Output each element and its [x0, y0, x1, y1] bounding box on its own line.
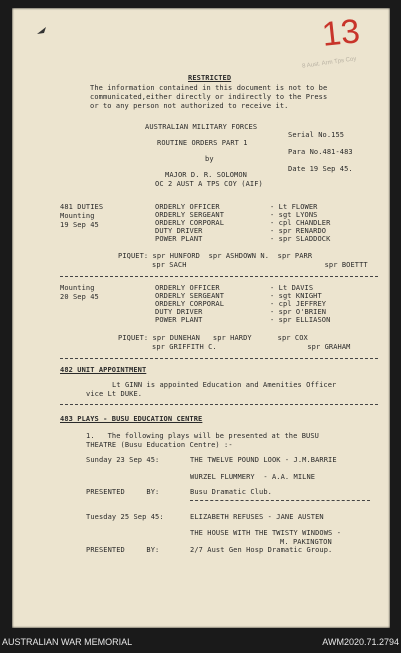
show2-presenter: 2/7 Aust Gen Hosp Dramatic Group. [190, 546, 333, 554]
duty-assignee: - cpl JEFFREY [270, 300, 327, 308]
duties2-mounting: Mounting [60, 284, 95, 292]
duty-assignee: - spr ELLIASON [270, 316, 331, 324]
duty-assignee: - sgt KNIGHT [270, 292, 322, 300]
duty-assignee: - Lt FLOWER [270, 203, 318, 211]
appointment-heading: 482 UNIT APPOINTMENT [60, 366, 147, 374]
duty-role: POWER PLANT [155, 316, 203, 324]
footer-source: AUSTRALIAN WAR MEMORIAL [2, 637, 133, 647]
notice-line-1: The information contained in this document is not to be [90, 84, 328, 92]
divider [60, 404, 378, 405]
divider [60, 358, 378, 359]
duty-role: DUTY DRIVER [155, 227, 203, 235]
red-page-number: 13 [320, 12, 362, 54]
appointment-line-2: vice Lt DUKE. [86, 390, 143, 398]
show2-play-2-author: M. PAKINGTON [280, 538, 332, 546]
duties2-picquet-2: spr GRIFFITH C. spr GRAHAM [152, 343, 351, 351]
show1-date: Sunday 23 Sep 45: [86, 456, 160, 464]
plays-intro-1: 1. The following plays will be presented at the BUSU [86, 432, 319, 440]
show2-play-1: ELIZABETH REFUSES - JANE AUSTEN [190, 513, 324, 521]
punch-hole-mark [36, 26, 48, 36]
restricted-title: RESTRICTED [188, 74, 232, 82]
officer-name: MAJOR D. R. SOLOMON [165, 171, 247, 179]
plays-heading: 483 PLAYS - BUSU EDUCATION CENTRE [60, 415, 203, 423]
by-text: by [205, 155, 214, 163]
serial-no: Serial No.155 [288, 131, 345, 139]
show1-play-2: WURZEL FLUMMERY - A.A. MILNE [190, 473, 316, 481]
doc-title: ROUTINE ORDERS PART 1 [157, 139, 248, 147]
duties1-date: 19 Sep 45 [60, 221, 99, 229]
duties2-picquet-1: PIQUET: spr DUNEHAN spr HARDY spr COX [118, 334, 308, 342]
duty-assignee: - spr SLADDOCK [270, 235, 331, 243]
duty-role: ORDERLY CORPORAL [155, 219, 225, 227]
show1-play-1: THE TWELVE POUND LOOK - J.M.BARRIE [190, 456, 337, 464]
duty-role: ORDERLY OFFICER [155, 203, 220, 211]
divider [60, 276, 378, 277]
duties1-mounting: Mounting [60, 212, 95, 220]
duty-role: POWER PLANT [155, 235, 203, 243]
duty-assignee: - spr O'BRIEN [270, 308, 327, 316]
divider [190, 500, 370, 501]
duty-role: ORDERLY SERGEANT [155, 292, 225, 300]
plays-intro-2: THEATRE (Busu Education Centre) :- [86, 441, 233, 449]
show2-date: Tuesday 25 Sep 45: [86, 513, 164, 521]
duty-role: ORDERLY SERGEANT [155, 211, 225, 219]
duties-heading: 481 DUTIES [60, 203, 104, 211]
duties2-date: 20 Sep 45 [60, 293, 99, 301]
show1-presented-label: PRESENTED BY: [86, 488, 160, 496]
duty-role: ORDERLY CORPORAL [155, 300, 225, 308]
duty-role: ORDERLY OFFICER [155, 284, 220, 292]
appointment-line-1: Lt GINN is appointed Education and Amenities Officer [112, 381, 337, 389]
duties1-picquet-2: spr SACH spr BOETTT [152, 261, 368, 269]
duty-assignee: - sgt LYONS [270, 211, 318, 219]
duty-role: DUTY DRIVER [155, 308, 203, 316]
duty-assignee: - spr RENARDO [270, 227, 327, 235]
faint-stamp: 8 Aust. Arm Tps Coy [301, 56, 357, 70]
show2-presented-label: PRESENTED BY: [86, 546, 160, 554]
show2-play-2: THE HOUSE WITH THE TWISTY WINDOWS - [190, 529, 342, 537]
para-no: Para No.481-483 [288, 148, 353, 156]
duty-assignee: - Lt DAVIS [270, 284, 314, 292]
footer-accession: AWM2020.71.2794 [322, 637, 399, 647]
show1-presenter: Busu Dramatic Club. [190, 488, 272, 496]
doc-date: Date 19 Sep 45. [288, 165, 353, 173]
duties1-picquet-1: PIQUET: spr HUNFORD spr ASHDOWN N. spr PARR [118, 252, 313, 260]
org-name: AUSTRALIAN MILITARY FORCES [145, 123, 258, 131]
unit-name: OC 2 AUST A TPS COY (AIF) [155, 180, 263, 188]
notice-line-2: communicated,either directly or indirectly to the Press [90, 93, 328, 101]
notice-line-3: or to any person not authorized to receive it. [90, 102, 289, 110]
duty-assignee: - cpl CHANDLER [270, 219, 331, 227]
